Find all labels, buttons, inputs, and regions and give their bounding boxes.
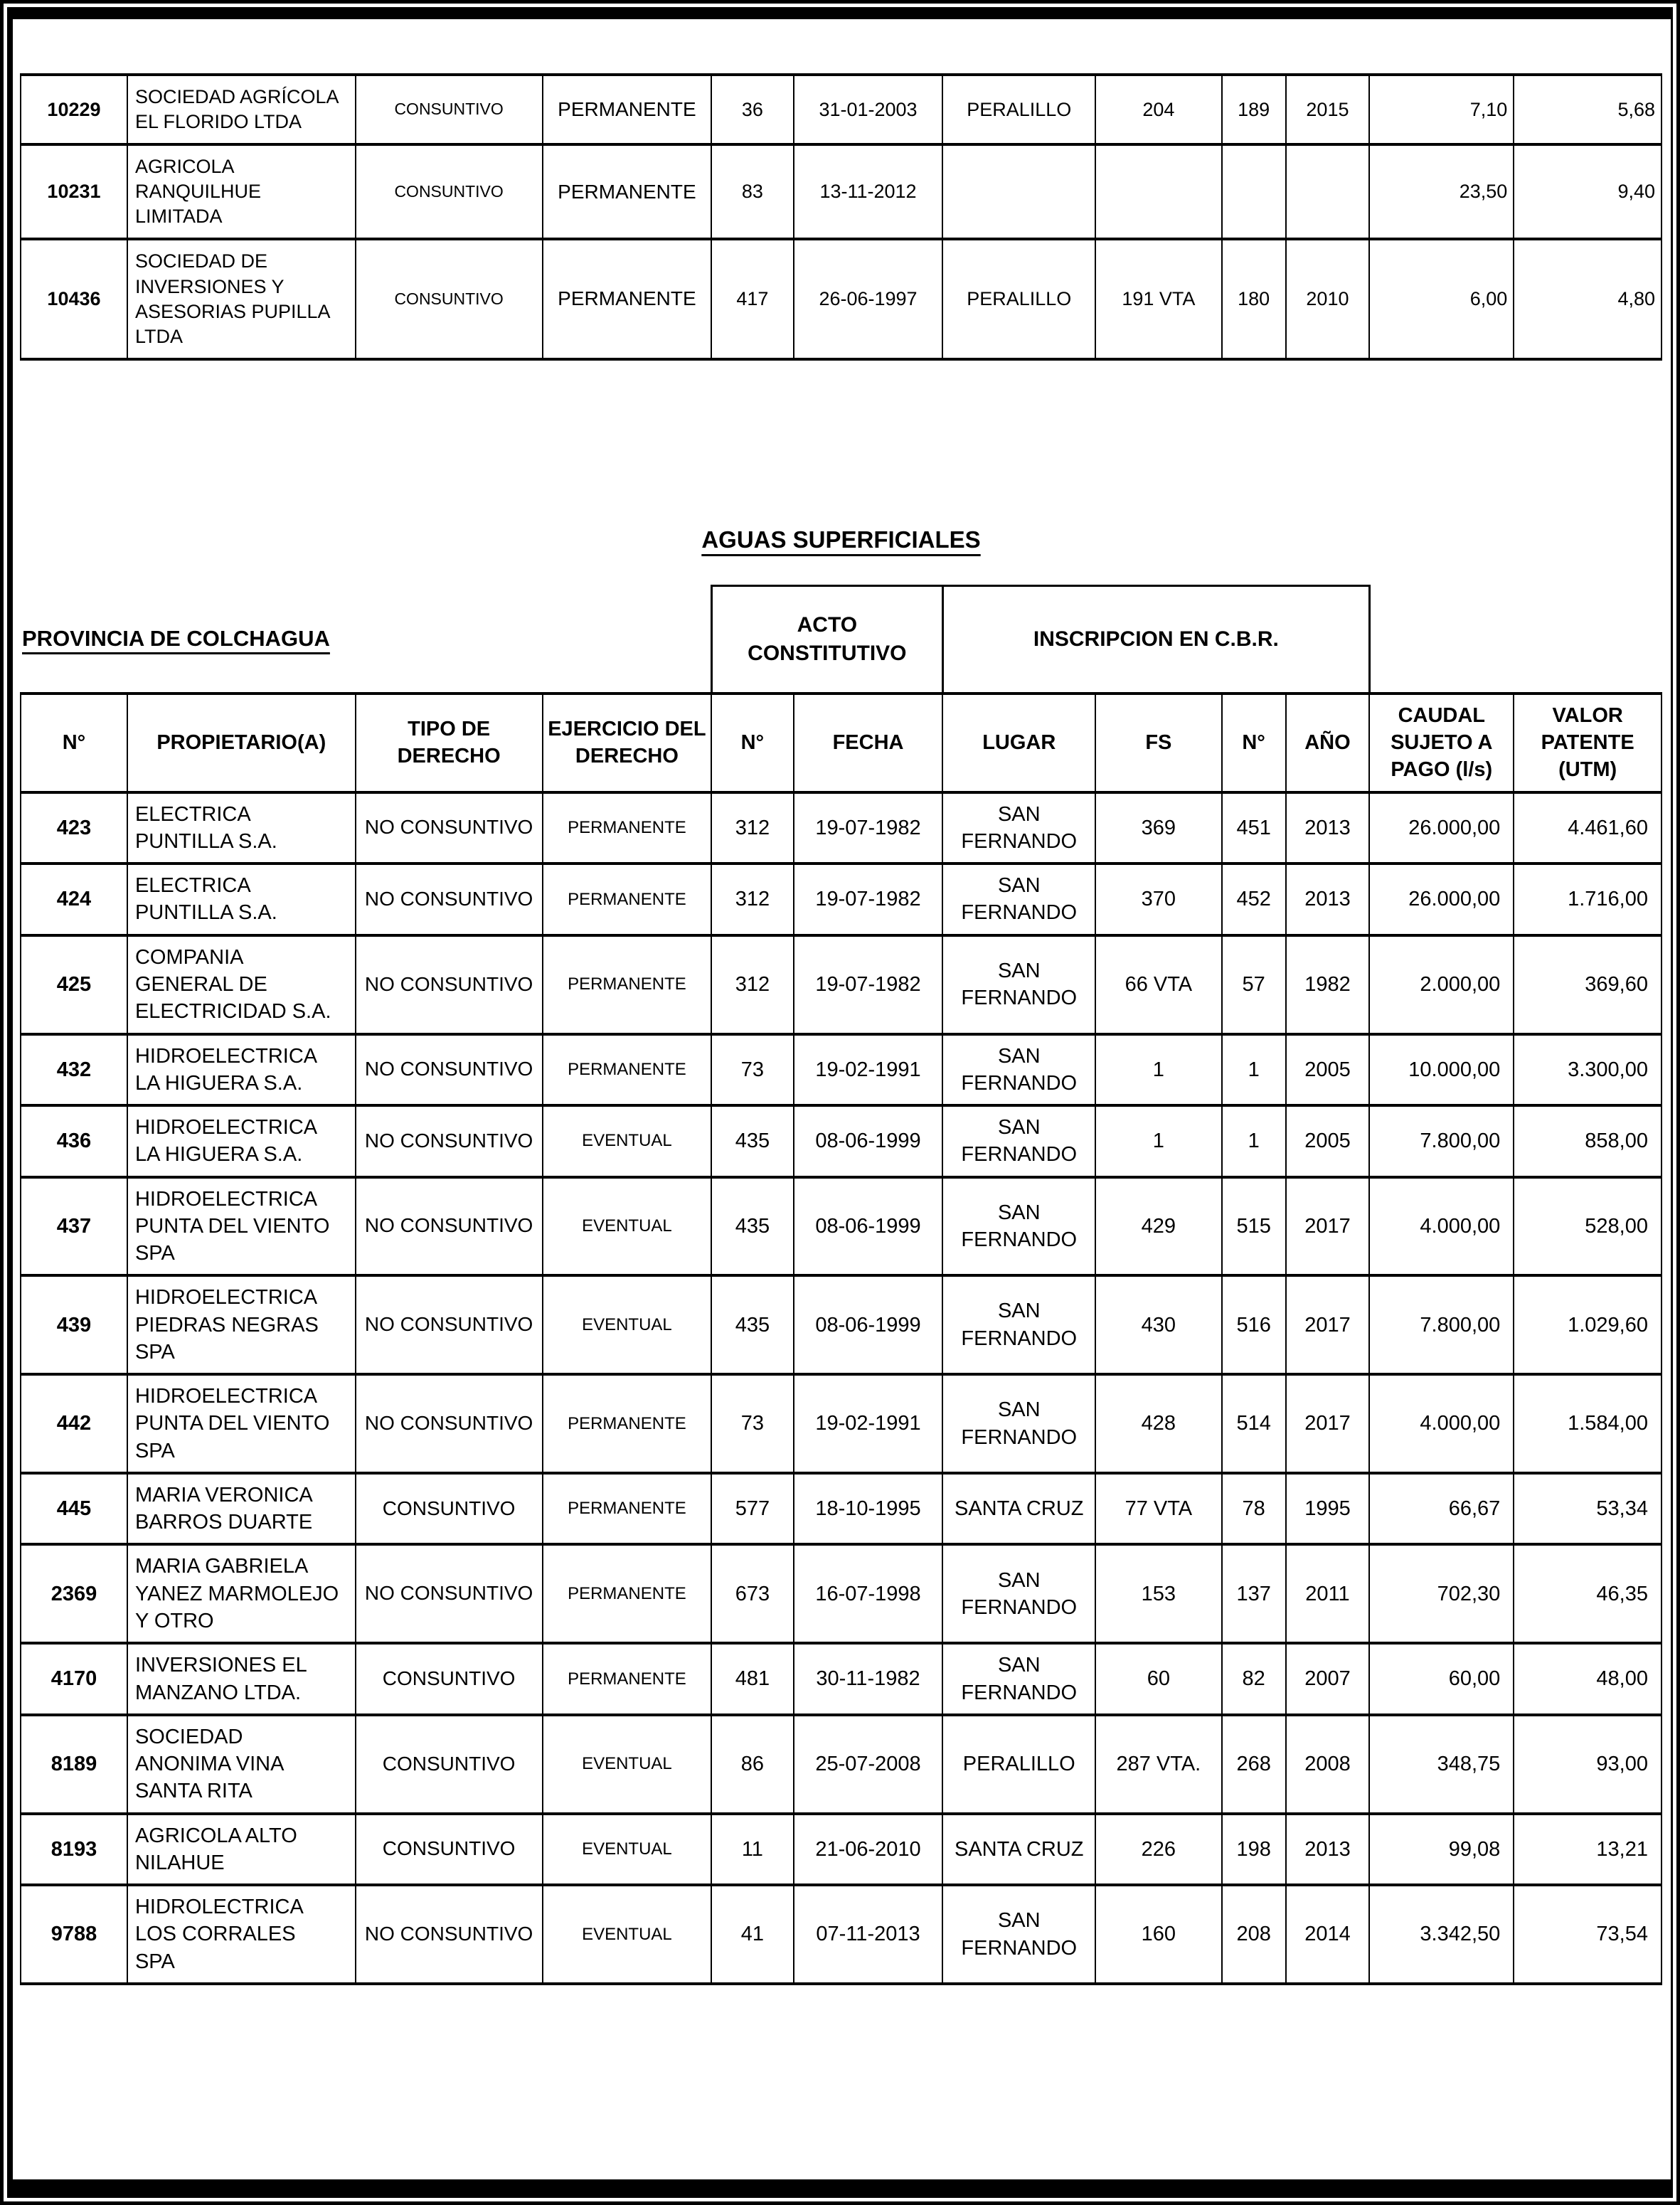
cell-lugar: SAN FERNANDO [942, 1544, 1095, 1643]
cell-id: 423 [21, 792, 127, 864]
cell-ano: 1995 [1286, 1473, 1370, 1545]
cell-valor-patente: 53,34 [1514, 1473, 1662, 1545]
cell-ejercicio: PERMANENTE [543, 935, 712, 1034]
cell-inscripcion-numero: 514 [1222, 1374, 1286, 1473]
col-header-fs: FS [1095, 694, 1222, 792]
section-title [20, 526, 1662, 553]
cell-fs: 429 [1095, 1177, 1222, 1276]
cell-inscripcion-numero: 180 [1222, 239, 1286, 358]
col-header-acto-numero: N° [711, 694, 793, 792]
cell-lugar: SAN FERNANDO [942, 1177, 1095, 1276]
cell-lugar: SAN FERNANDO [942, 1275, 1095, 1374]
cell-ejercicio: PERMANENTE [543, 1643, 712, 1715]
cell-ano: 2007 [1286, 1643, 1370, 1715]
cell-id: 436 [21, 1105, 127, 1177]
table-row [21, 1544, 1662, 1643]
cell-id: 445 [21, 1473, 127, 1545]
cell-id: 432 [21, 1034, 127, 1106]
group-header-row [21, 585, 1662, 694]
cell-inscripcion-numero: 137 [1222, 1544, 1286, 1643]
group-header-acto-constitutivo: ACTO CONSTITUTIVO [711, 585, 942, 694]
col-header-ano: AÑO [1286, 694, 1370, 792]
cell-acto-numero: 435 [711, 1177, 793, 1276]
cell-tipo-derecho: CONSUNTIVO [356, 1715, 543, 1814]
table-row [21, 144, 1662, 239]
cell-ano: 2015 [1286, 75, 1370, 144]
cell-tipo-derecho: CONSUNTIVO [356, 1473, 543, 1545]
cell-valor-patente: 3.300,00 [1514, 1034, 1662, 1106]
cell-id: 8189 [21, 1715, 127, 1814]
cell-propietario: ELECTRICA PUNTILLA S.A. [127, 792, 356, 864]
cell-fs: 153 [1095, 1544, 1222, 1643]
cell-ejercicio: PERMANENTE [543, 1544, 712, 1643]
cell-fecha: 21-06-2010 [794, 1814, 943, 1886]
cell-tipo-derecho: CONSUNTIVO [356, 1814, 543, 1886]
cell-lugar: PERALILLO [942, 75, 1095, 144]
group-header-empty [1369, 585, 1662, 694]
cell-valor-patente: 5,68 [1514, 75, 1662, 144]
cell-acto-numero: 312 [711, 864, 793, 935]
col-header-ejercicio: EJERCICIO DEL DERECHO [543, 694, 712, 792]
table-row [21, 1643, 1662, 1715]
cell-fs: 226 [1095, 1814, 1222, 1886]
cell-id: 9788 [21, 1885, 127, 1984]
cell-tipo-derecho: NO CONSUNTIVO [356, 1374, 543, 1473]
col-header-valor-patente: VALOR PATENTE (UTM) [1514, 694, 1662, 792]
cell-id: 442 [21, 1374, 127, 1473]
cell-acto-numero: 83 [711, 144, 793, 239]
table-row [21, 1034, 1662, 1106]
cell-fs: 1 [1095, 1034, 1222, 1106]
cell-fecha: 19-07-1982 [794, 792, 943, 864]
cell-tipo-derecho: CONSUNTIVO [356, 239, 543, 358]
cell-fs: 77 VTA [1095, 1473, 1222, 1545]
table-row [21, 1275, 1662, 1374]
cell-ejercicio: PERMANENTE [543, 864, 712, 935]
cell-lugar: PERALILLO [942, 1715, 1095, 1814]
cell-inscripcion-numero: 451 [1222, 792, 1286, 864]
cell-caudal: 4.000,00 [1369, 1374, 1514, 1473]
cell-tipo-derecho: NO CONSUNTIVO [356, 1177, 543, 1276]
cell-ano: 2011 [1286, 1544, 1370, 1643]
cell-tipo-derecho: CONSUNTIVO [356, 75, 543, 144]
cell-ejercicio: EVENTUAL [543, 1275, 712, 1374]
cell-ejercicio: PERMANENTE [543, 792, 712, 864]
cell-propietario: AGRICOLA ALTO NILAHUE [127, 1814, 356, 1886]
cell-fs: 287 VTA. [1095, 1715, 1222, 1814]
cell-inscripcion-numero: 208 [1222, 1885, 1286, 1984]
cell-ejercicio: PERMANENTE [543, 75, 712, 144]
table-row [21, 1473, 1662, 1545]
cell-acto-numero: 312 [711, 935, 793, 1034]
table-row [21, 1715, 1662, 1814]
table-row [21, 1374, 1662, 1473]
cell-ejercicio: PERMANENTE [543, 239, 712, 358]
cell-id: 10229 [21, 75, 127, 144]
cell-valor-patente: 93,00 [1514, 1715, 1662, 1814]
cell-ejercicio: EVENTUAL [543, 1105, 712, 1177]
cell-fecha: 25-07-2008 [794, 1715, 943, 1814]
cell-acto-numero: 73 [711, 1374, 793, 1473]
cell-valor-patente: 4.461,60 [1514, 792, 1662, 864]
cell-id: 8193 [21, 1814, 127, 1886]
cell-ano [1286, 144, 1370, 239]
cell-caudal: 26.000,00 [1369, 864, 1514, 935]
cell-acto-numero: 312 [711, 792, 793, 864]
cell-ano: 2017 [1286, 1374, 1370, 1473]
cell-caudal: 60,00 [1369, 1643, 1514, 1715]
cell-ejercicio: PERMANENTE [543, 1034, 712, 1106]
cell-ejercicio: EVENTUAL [543, 1814, 712, 1886]
cell-fecha: 19-02-1991 [794, 1034, 943, 1106]
cell-caudal: 702,30 [1369, 1544, 1514, 1643]
table-row [21, 935, 1662, 1034]
cell-valor-patente: 4,80 [1514, 239, 1662, 358]
cell-propietario: MARIA VERONICA BARROS DUARTE [127, 1473, 356, 1545]
cell-fs: 369 [1095, 792, 1222, 864]
cell-tipo-derecho: NO CONSUNTIVO [356, 935, 543, 1034]
cell-valor-patente: 1.029,60 [1514, 1275, 1662, 1374]
cell-fecha: 08-06-1999 [794, 1177, 943, 1276]
cell-inscripcion-numero: 1 [1222, 1034, 1286, 1106]
table-row [21, 1177, 1662, 1276]
cell-caudal: 99,08 [1369, 1814, 1514, 1886]
section-title-text: AGUAS SUPERFICIALES [701, 526, 981, 553]
cell-fs: 191 VTA [1095, 239, 1222, 358]
table-row [21, 75, 1662, 144]
cell-inscripcion-numero [1222, 144, 1286, 239]
cell-fecha: 08-06-1999 [794, 1105, 943, 1177]
cell-id: 4170 [21, 1643, 127, 1715]
table-row [21, 792, 1662, 864]
cell-tipo-derecho: NO CONSUNTIVO [356, 1105, 543, 1177]
cell-id: 424 [21, 864, 127, 935]
cell-acto-numero: 41 [711, 1885, 793, 1984]
cell-lugar: SAN FERNANDO [942, 935, 1095, 1034]
cell-propietario: HIDROELECTRICA PIEDRAS NEGRAS SPA [127, 1275, 356, 1374]
cell-lugar: SANTA CRUZ [942, 1473, 1095, 1545]
province-title: PROVINCIA DE COLCHAGUA [22, 625, 330, 651]
cell-id: 2369 [21, 1544, 127, 1643]
cell-caudal: 2.000,00 [1369, 935, 1514, 1034]
cell-fecha: 31-01-2003 [794, 75, 943, 144]
cell-lugar: SAN FERNANDO [942, 1105, 1095, 1177]
cell-ano: 1982 [1286, 935, 1370, 1034]
cell-acto-numero: 435 [711, 1275, 793, 1374]
table-row [21, 1814, 1662, 1886]
cell-propietario: HIDROELECTRICA PUNTA DEL VIENTO SPA [127, 1374, 356, 1473]
cell-propietario: SOCIEDAD ANONIMA VINA SANTA RITA [127, 1715, 356, 1814]
cell-fecha: 19-07-1982 [794, 935, 943, 1034]
table-row [21, 1105, 1662, 1177]
cell-caudal: 348,75 [1369, 1715, 1514, 1814]
table-row [21, 1885, 1662, 1984]
cell-tipo-derecho: NO CONSUNTIVO [356, 1544, 543, 1643]
cell-ano: 2017 [1286, 1275, 1370, 1374]
cell-caudal: 26.000,00 [1369, 792, 1514, 864]
cell-acto-numero: 577 [711, 1473, 793, 1545]
cell-fs: 60 [1095, 1643, 1222, 1715]
table-row [21, 864, 1662, 935]
cell-ano: 2013 [1286, 1814, 1370, 1886]
cell-propietario: HIDROELECTRICA LA HIGUERA S.A. [127, 1105, 356, 1177]
cell-acto-numero: 36 [711, 75, 793, 144]
cell-fs: 160 [1095, 1885, 1222, 1984]
col-header-numero: N° [21, 694, 127, 792]
cell-lugar: SAN FERNANDO [942, 1643, 1095, 1715]
cell-lugar [942, 144, 1095, 239]
cell-acto-numero: 73 [711, 1034, 793, 1106]
continuation-table [20, 19, 1662, 361]
cell-fs [1095, 144, 1222, 239]
cell-ano: 2013 [1286, 792, 1370, 864]
cell-caudal: 7.800,00 [1369, 1105, 1514, 1177]
cell-id: 10436 [21, 239, 127, 358]
table-row [21, 239, 1662, 358]
cell-valor-patente: 1.716,00 [1514, 864, 1662, 935]
cell-ejercicio: PERMANENTE [543, 144, 712, 239]
cell-inscripcion-numero: 82 [1222, 1643, 1286, 1715]
cell-fecha: 19-07-1982 [794, 864, 943, 935]
cell-fs: 1 [1095, 1105, 1222, 1177]
cell-ano: 2013 [1286, 864, 1370, 935]
spacer-cell [21, 19, 1662, 75]
cell-acto-numero: 86 [711, 1715, 793, 1814]
cell-acto-numero: 417 [711, 239, 793, 358]
cell-fecha: 19-02-1991 [794, 1374, 943, 1473]
cell-fs: 66 VTA [1095, 935, 1222, 1034]
col-header-tipo-derecho: TIPO DE DERECHO [356, 694, 543, 792]
cell-caudal: 6,00 [1369, 239, 1514, 358]
cell-valor-patente: 73,54 [1514, 1885, 1662, 1984]
cell-caudal: 7,10 [1369, 75, 1514, 144]
cell-inscripcion-numero: 189 [1222, 75, 1286, 144]
cell-ano: 2005 [1286, 1034, 1370, 1106]
cell-inscripcion-numero: 78 [1222, 1473, 1286, 1545]
surface-waters-table [20, 585, 1662, 1985]
cell-valor-patente: 13,21 [1514, 1814, 1662, 1886]
empty-spacer-row [21, 19, 1662, 75]
cell-tipo-derecho: NO CONSUNTIVO [356, 1275, 543, 1374]
cell-tipo-derecho: NO CONSUNTIVO [356, 864, 543, 935]
cell-propietario: HIDROELECTRICA PUNTA DEL VIENTO SPA [127, 1177, 356, 1276]
cell-lugar: SAN FERNANDO [942, 792, 1095, 864]
cell-propietario: COMPANIA GENERAL DE ELECTRICIDAD S.A. [127, 935, 356, 1034]
cell-lugar: SAN FERNANDO [942, 1374, 1095, 1473]
cell-propietario: SOCIEDAD DE INVERSIONES Y ASESORIAS PUPILLA LTDA [127, 239, 356, 358]
cell-valor-patente: 369,60 [1514, 935, 1662, 1034]
cell-acto-numero: 481 [711, 1643, 793, 1715]
cell-id: 10231 [21, 144, 127, 239]
cell-ejercicio: EVENTUAL [543, 1885, 712, 1984]
group-header-inscripcion-cbr: INSCRIPCION EN C.B.R. [942, 585, 1369, 694]
cell-ejercicio: PERMANENTE [543, 1374, 712, 1473]
cell-tipo-derecho: CONSUNTIVO [356, 144, 543, 239]
cell-propietario: INVERSIONES EL MANZANO LTDA. [127, 1643, 356, 1715]
cell-fecha: 26-06-1997 [794, 239, 943, 358]
cell-valor-patente: 528,00 [1514, 1177, 1662, 1276]
cell-inscripcion-numero: 452 [1222, 864, 1286, 935]
cell-caudal: 7.800,00 [1369, 1275, 1514, 1374]
col-header-caudal: CAUDAL SUJETO A PAGO (l/s) [1369, 694, 1514, 792]
cell-ejercicio: EVENTUAL [543, 1177, 712, 1276]
cell-fecha: 08-06-1999 [794, 1275, 943, 1374]
cell-id: 439 [21, 1275, 127, 1374]
cell-acto-numero: 11 [711, 1814, 793, 1886]
col-header-propietario: PROPIETARIO(A) [127, 694, 356, 792]
cell-fs: 430 [1095, 1275, 1222, 1374]
cell-caudal: 3.342,50 [1369, 1885, 1514, 1984]
cell-fecha: 30-11-1982 [794, 1643, 943, 1715]
cell-caudal: 66,67 [1369, 1473, 1514, 1545]
cell-tipo-derecho: NO CONSUNTIVO [356, 1034, 543, 1106]
cell-lugar: SAN FERNANDO [942, 1885, 1095, 1984]
cell-caudal: 23,50 [1369, 144, 1514, 239]
cell-id: 425 [21, 935, 127, 1034]
cell-lugar: PERALILLO [942, 239, 1095, 358]
cell-id: 437 [21, 1177, 127, 1276]
cell-acto-numero: 673 [711, 1544, 793, 1643]
cell-fs: 204 [1095, 75, 1222, 144]
cell-lugar: SAN FERNANDO [942, 1034, 1095, 1106]
cell-fecha: 18-10-1995 [794, 1473, 943, 1545]
cell-inscripcion-numero: 198 [1222, 1814, 1286, 1886]
cell-propietario: HIDROELECTRICA LA HIGUERA S.A. [127, 1034, 356, 1106]
cell-ano: 2017 [1286, 1177, 1370, 1276]
cell-valor-patente: 46,35 [1514, 1544, 1662, 1643]
cell-ano: 2005 [1286, 1105, 1370, 1177]
cell-valor-patente: 48,00 [1514, 1643, 1662, 1715]
col-header-fecha: FECHA [794, 694, 943, 792]
col-header-inscripcion-numero: N° [1222, 694, 1286, 792]
cell-tipo-derecho: CONSUNTIVO [356, 1643, 543, 1715]
cell-ano: 2014 [1286, 1885, 1370, 1984]
cell-inscripcion-numero: 515 [1222, 1177, 1286, 1276]
cell-lugar: SAN FERNANDO [942, 864, 1095, 935]
cell-valor-patente: 1.584,00 [1514, 1374, 1662, 1473]
cell-propietario: AGRICOLA RANQUILHUE LIMITADA [127, 144, 356, 239]
cell-ejercicio: EVENTUAL [543, 1715, 712, 1814]
cell-valor-patente: 858,00 [1514, 1105, 1662, 1177]
cell-caudal: 10.000,00 [1369, 1034, 1514, 1106]
cell-inscripcion-numero: 268 [1222, 1715, 1286, 1814]
column-header-row [21, 694, 1662, 792]
cell-fecha: 07-11-2013 [794, 1885, 943, 1984]
cell-fecha: 13-11-2012 [794, 144, 943, 239]
cell-fecha: 16-07-1998 [794, 1544, 943, 1643]
cell-fs: 370 [1095, 864, 1222, 935]
cell-fs: 428 [1095, 1374, 1222, 1473]
cell-valor-patente: 9,40 [1514, 144, 1662, 239]
cell-propietario: HIDROLECTRICA LOS CORRALES SPA [127, 1885, 356, 1984]
cell-ano: 2010 [1286, 239, 1370, 358]
cell-inscripcion-numero: 1 [1222, 1105, 1286, 1177]
cell-lugar: SANTA CRUZ [942, 1814, 1095, 1886]
cell-tipo-derecho: NO CONSUNTIVO [356, 792, 543, 864]
cell-tipo-derecho: NO CONSUNTIVO [356, 1885, 543, 1984]
cell-propietario: ELECTRICA PUNTILLA S.A. [127, 864, 356, 935]
cell-acto-numero: 435 [711, 1105, 793, 1177]
cell-propietario: MARIA GABRIELA YANEZ MARMOLEJO Y OTRO [127, 1544, 356, 1643]
cell-inscripcion-numero: 57 [1222, 935, 1286, 1034]
page-frame [7, 7, 1673, 2198]
col-header-lugar: LUGAR [942, 694, 1095, 792]
cell-propietario: SOCIEDAD AGRÍCOLA EL FLORIDO LTDA [127, 75, 356, 144]
cell-caudal: 4.000,00 [1369, 1177, 1514, 1276]
cell-inscripcion-numero: 516 [1222, 1275, 1286, 1374]
cell-ejercicio: PERMANENTE [543, 1473, 712, 1545]
cell-ano: 2008 [1286, 1715, 1370, 1814]
